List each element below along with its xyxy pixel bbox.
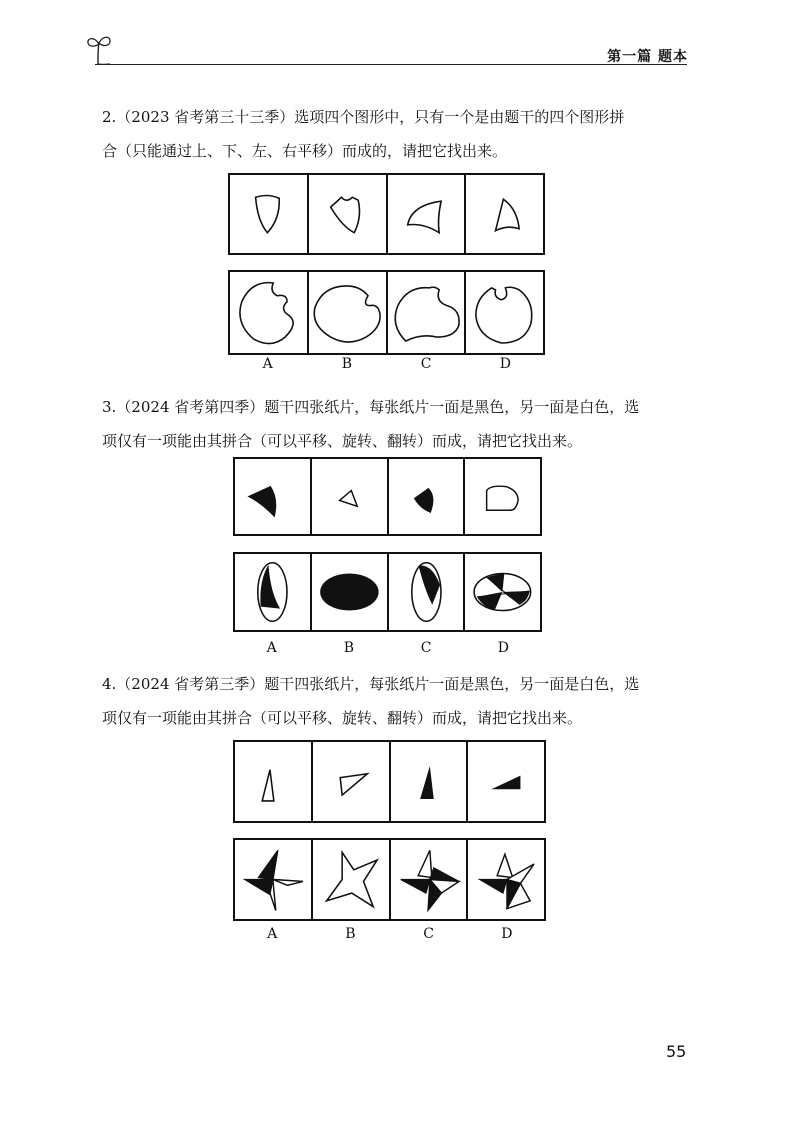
option-label-b: B	[343, 640, 355, 656]
question-3-line2: 项仅有一项能由其拼合（可以平移、旋转、翻转）而成，请把它找出来。	[102, 432, 583, 450]
stem-figure-4	[465, 459, 540, 534]
stem-figure-3	[391, 742, 469, 821]
stem-figure-3	[388, 175, 467, 253]
stem-figure-2	[309, 175, 388, 253]
header-rule	[95, 64, 687, 65]
option-label-c: C	[420, 640, 432, 656]
option-label-b: B	[345, 926, 356, 942]
option-d-figure	[468, 840, 544, 919]
question-3-stem-grid	[233, 457, 542, 536]
stem-figure-2	[312, 459, 389, 534]
question-4-option-labels	[233, 926, 546, 942]
question-2-option-labels	[228, 356, 545, 372]
option-label-d: D	[499, 356, 511, 372]
page-number: 55	[666, 1042, 687, 1061]
question-4-line1: 4.（2024 省考第三季）题干四张纸片，每张纸片一面是黑色，另一面是白色，选	[102, 675, 640, 693]
question-3-options-grid	[233, 552, 542, 632]
option-b-figure	[313, 840, 391, 919]
option-d-figure	[465, 554, 540, 630]
option-d-figure	[466, 272, 543, 353]
question-2-line1: 2.（2023 省考第三十三季）选项四个图形中，只有一个是由题干的四个图形拼	[102, 108, 625, 126]
option-a-figure	[235, 554, 312, 630]
question-2-options-grid	[228, 270, 545, 355]
option-b-figure	[309, 272, 388, 353]
option-b-figure	[312, 554, 389, 630]
option-label-a: A	[266, 640, 277, 656]
option-c-figure	[389, 554, 466, 630]
header-title: 第一篇 题本	[607, 49, 688, 65]
question-4-line2: 项仅有一项能由其拼合（可以平移、旋转、翻转）而成，请把它找出来。	[102, 709, 583, 727]
question-4-text	[102, 667, 697, 735]
option-label-d: D	[497, 640, 509, 656]
question-2-line2: 合（只能通过上、下、左、右平移）而成的，请把它找出来。	[102, 142, 508, 160]
option-label-d: D	[501, 926, 513, 942]
stem-figure-1	[235, 742, 313, 821]
option-label-b: B	[341, 356, 353, 372]
stem-figure-1	[235, 459, 312, 534]
option-label-a: A	[267, 926, 278, 942]
stem-figure-1	[230, 175, 309, 253]
question-2-stem-grid	[228, 173, 545, 255]
question-2-text	[102, 100, 697, 168]
option-label-a: A	[262, 356, 273, 372]
stem-figure-3	[389, 459, 466, 534]
question-3-text	[102, 390, 697, 458]
stem-figure-4	[468, 742, 544, 821]
question-4-options-grid	[233, 838, 546, 921]
option-c-figure	[391, 840, 469, 919]
question-3-option-labels	[233, 640, 542, 656]
option-label-c: C	[423, 926, 434, 942]
option-label-c: C	[420, 356, 432, 372]
stem-figure-4	[466, 175, 543, 253]
question-3-line1: 3.（2024 省考第四季）题干四张纸片，每张纸片一面是黑色，另一面是白色，选	[102, 398, 640, 416]
option-a-figure	[230, 272, 309, 353]
question-4-stem-grid	[233, 740, 546, 823]
stem-figure-2	[313, 742, 391, 821]
option-a-figure	[235, 840, 313, 919]
option-c-figure	[388, 272, 467, 353]
sprout-icon	[84, 32, 114, 66]
